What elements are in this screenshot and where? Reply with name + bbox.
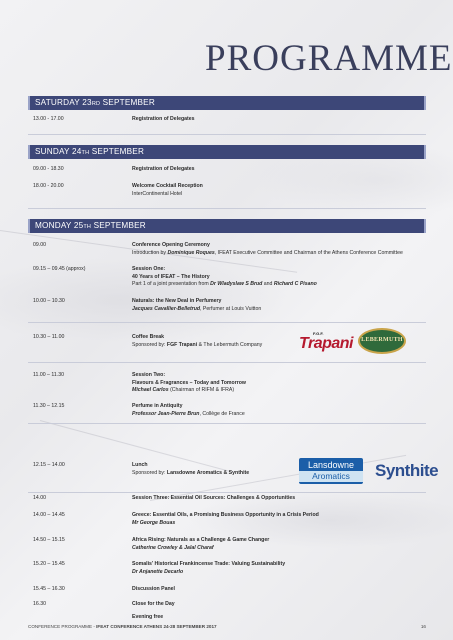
speaker-name: Catherine Crowley & Jalal Charaf <box>132 544 214 551</box>
day-header-saturday: SATURDAY 23RD SEPTEMBER <box>28 96 426 110</box>
speaker-name: Dominique Roques <box>167 249 215 256</box>
page-footer <box>28 624 426 629</box>
row-detail: InterContinental Hotel <box>132 190 183 197</box>
row-time: 13.00 - 17.00 <box>33 116 64 122</box>
row-time: 11.00 – 11.30 <box>33 372 64 378</box>
speaker-affiliation: (Chairman of RIFM & IFRA) <box>168 387 235 394</box>
trapani-logo-small: F.G.F. <box>313 331 324 336</box>
row-title: Welcome Cocktail Reception <box>132 183 203 189</box>
row-title: Close for the Day <box>132 601 175 607</box>
speaker-name: Jacques Cavallier-Belletrud <box>132 305 201 312</box>
sponsor-label: Sponsored by: <box>132 341 167 348</box>
row-title: Evening free <box>132 614 164 620</box>
row-time: 15.45 – 16.30 <box>33 586 65 592</box>
page-number: 16 <box>420 624 426 629</box>
speaker-affiliation: , Collège de France <box>199 410 245 417</box>
row-time: 14.50 – 15.15 <box>33 537 65 543</box>
row-time: 09.00 <box>33 242 46 248</box>
sponsor-label: Sponsored by: <box>132 469 167 476</box>
row-subtitle: Flavours & Fragrances – Today and Tomorrow <box>132 379 246 386</box>
row-time: 18.00 - 20.00 <box>33 183 64 189</box>
footer-label: CONFERENCE PROGRAMME - <box>28 624 97 629</box>
divider <box>28 362 426 363</box>
sponsor-name: FGF Trapani <box>166 341 198 348</box>
row-time: 15.20 – 15.45 <box>33 561 65 567</box>
lebermuth-logo-text: LEBERMUTH <box>361 337 403 343</box>
lansdowne-logo-bottom: Aromatics <box>299 471 363 482</box>
row-time: 12.15 – 14.00 <box>33 462 65 468</box>
divider <box>28 423 426 424</box>
row-detail: , IFEAT Executive Committee and Chairman of the Athens Conference Committee <box>214 249 403 256</box>
lebermuth-logo <box>358 326 406 356</box>
row-detail: Part 1 of a joint presentation from <box>132 281 211 288</box>
speaker-name: Professor Jean-Pierre Brun <box>132 410 200 417</box>
row-title: Registration of Delegates <box>132 166 195 172</box>
divider <box>28 134 426 135</box>
lansdowne-aromatics-logo <box>299 458 363 484</box>
row-time: 14.00 <box>33 495 46 501</box>
trapani-logo <box>299 331 353 353</box>
day-header-monday: MONDAY 25TH SEPTEMBER <box>28 219 426 233</box>
divider <box>28 322 426 323</box>
lansdowne-logo-top: Lansdowne <box>307 460 355 470</box>
row-detail: and <box>262 281 274 288</box>
trapani-logo-text: Trapani <box>299 335 353 352</box>
page-title: PROGRAMME <box>205 38 453 79</box>
divider <box>28 492 426 493</box>
row-title: Lunch <box>132 462 148 468</box>
row-title: Conference Opening Ceremony <box>132 242 210 248</box>
sponsor-name: & The Lebermuth Company <box>197 341 263 348</box>
footer-event: IFEAT CONFERENCE ATHENS 24-28 SEPTEMBER 2017 <box>96 624 217 629</box>
row-title: Registration of Delegates <box>132 116 195 122</box>
speaker-affiliation: , Perfumer at Louis Vuitton <box>200 305 262 312</box>
speaker-name: Mr George Bouas <box>132 519 176 526</box>
speaker-name: Michael Carlos <box>132 387 169 394</box>
row-time: 10.00 – 10.30 <box>33 298 65 304</box>
row-title: Perfume in Antiquity <box>132 403 183 409</box>
synthite-logo: Synthite <box>375 461 439 480</box>
sponsor-name: Lansdowne Aromatics & Synthite <box>166 469 250 476</box>
row-title: Discussion Panel <box>132 586 175 592</box>
speaker-name: Dr Anjanette Decarlo <box>132 568 184 575</box>
divider <box>28 208 426 209</box>
row-detail: Introduction by <box>132 249 168 256</box>
row-title: Naturals: the New Deal in Perfumery <box>132 298 222 304</box>
row-title: Session Two: <box>132 372 166 378</box>
row-time: 10.30 – 11.00 <box>33 334 65 340</box>
speaker-name: Richard C Pisano <box>273 281 317 288</box>
row-subtitle: 40 Years of IFEAT – The History <box>132 273 210 280</box>
row-time: 14.00 – 14.45 <box>33 512 65 518</box>
row-time: 16.30 <box>33 601 46 607</box>
row-title: Africa Rising: Naturals as a Challenge & Game Changer <box>132 537 270 543</box>
row-time: 11.30 – 12.15 <box>33 403 65 409</box>
row-title: Coffee Break <box>132 334 165 340</box>
row-time: 09.15 – 09.45 (approx) <box>33 266 86 272</box>
row-title: Session One: <box>132 266 166 272</box>
row-title: Session Three: Essential Oil Sources: Challenges & Opportunities <box>132 495 296 501</box>
row-title: Greece: Essential Oils, a Promising Business Opportunity in a Crisis Period <box>132 512 319 518</box>
row-time: 09.00 - 18.30 <box>33 166 64 172</box>
day-header-sunday: SUNDAY 24TH SEPTEMBER <box>28 145 426 159</box>
speaker-name: Dr Wladyslaw S Brud <box>210 281 263 288</box>
row-title: Somalis’ Historical Frankincense Trade: Valuing Sustainability <box>132 561 286 567</box>
